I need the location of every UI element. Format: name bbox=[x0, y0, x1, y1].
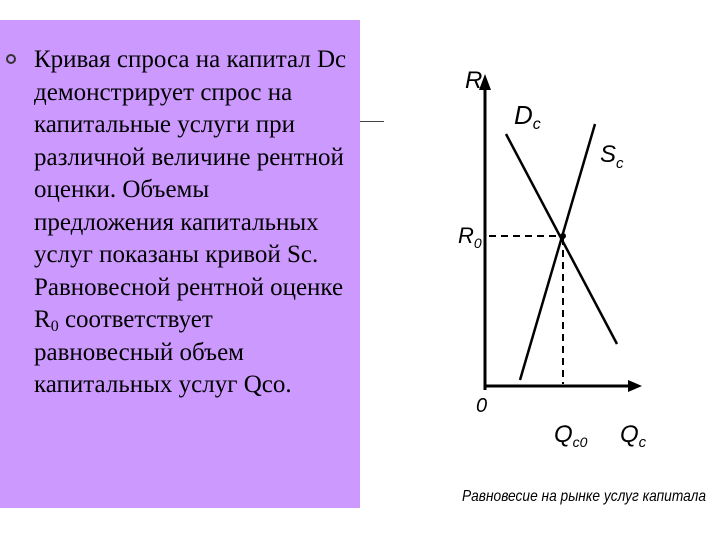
bullet-text-part-1: Кривая спроса на капитал Dc демонстрирует спрос на капитальные услуги при различной величине рентной оценки. Объемы предложения капитальных услуг показаны кривой Sc. Равновесной рентной оценке bbox=[34, 46, 347, 301]
q-equilibrium-label bbox=[554, 421, 588, 450]
r0-subscript: 0 bbox=[50, 318, 59, 335]
divider-line bbox=[360, 121, 384, 122]
bullet-circle-icon bbox=[6, 54, 16, 64]
supply-demand-diagram bbox=[440, 40, 710, 510]
q-equilibrium-label-main: Q bbox=[554, 421, 573, 448]
r0-symbol: R bbox=[34, 306, 51, 333]
r0-axis-label-main: R bbox=[458, 223, 474, 248]
r0-axis-label bbox=[458, 223, 482, 251]
demand-label bbox=[514, 100, 541, 133]
diagram-caption: Равновесие на рынке услуг капитала bbox=[462, 488, 707, 505]
x-axis-label-sub: c bbox=[638, 434, 647, 451]
text-panel bbox=[0, 20, 360, 508]
bullet-text-part-2: соответствует равновесный объем капитальных услуг Qco. bbox=[34, 306, 292, 398]
demand-label-main: D bbox=[514, 100, 533, 130]
y-axis-label: R bbox=[465, 67, 483, 94]
supply-label-sub: c bbox=[616, 155, 624, 172]
supply-label bbox=[600, 141, 624, 172]
origin-label: 0 bbox=[476, 395, 488, 417]
x-axis-arrow-icon bbox=[628, 380, 642, 392]
bullet-text bbox=[34, 44, 354, 402]
supply-label-main: S bbox=[600, 141, 617, 168]
demand-label-sub: c bbox=[532, 116, 541, 133]
q-equilibrium-label-sub: c0 bbox=[572, 434, 588, 450]
x-axis-label bbox=[620, 421, 647, 451]
r0-axis-label-sub: 0 bbox=[473, 235, 482, 251]
equilibrium-point bbox=[560, 233, 566, 239]
x-axis-label-main: Q bbox=[620, 421, 639, 448]
supply-curve bbox=[520, 124, 595, 380]
